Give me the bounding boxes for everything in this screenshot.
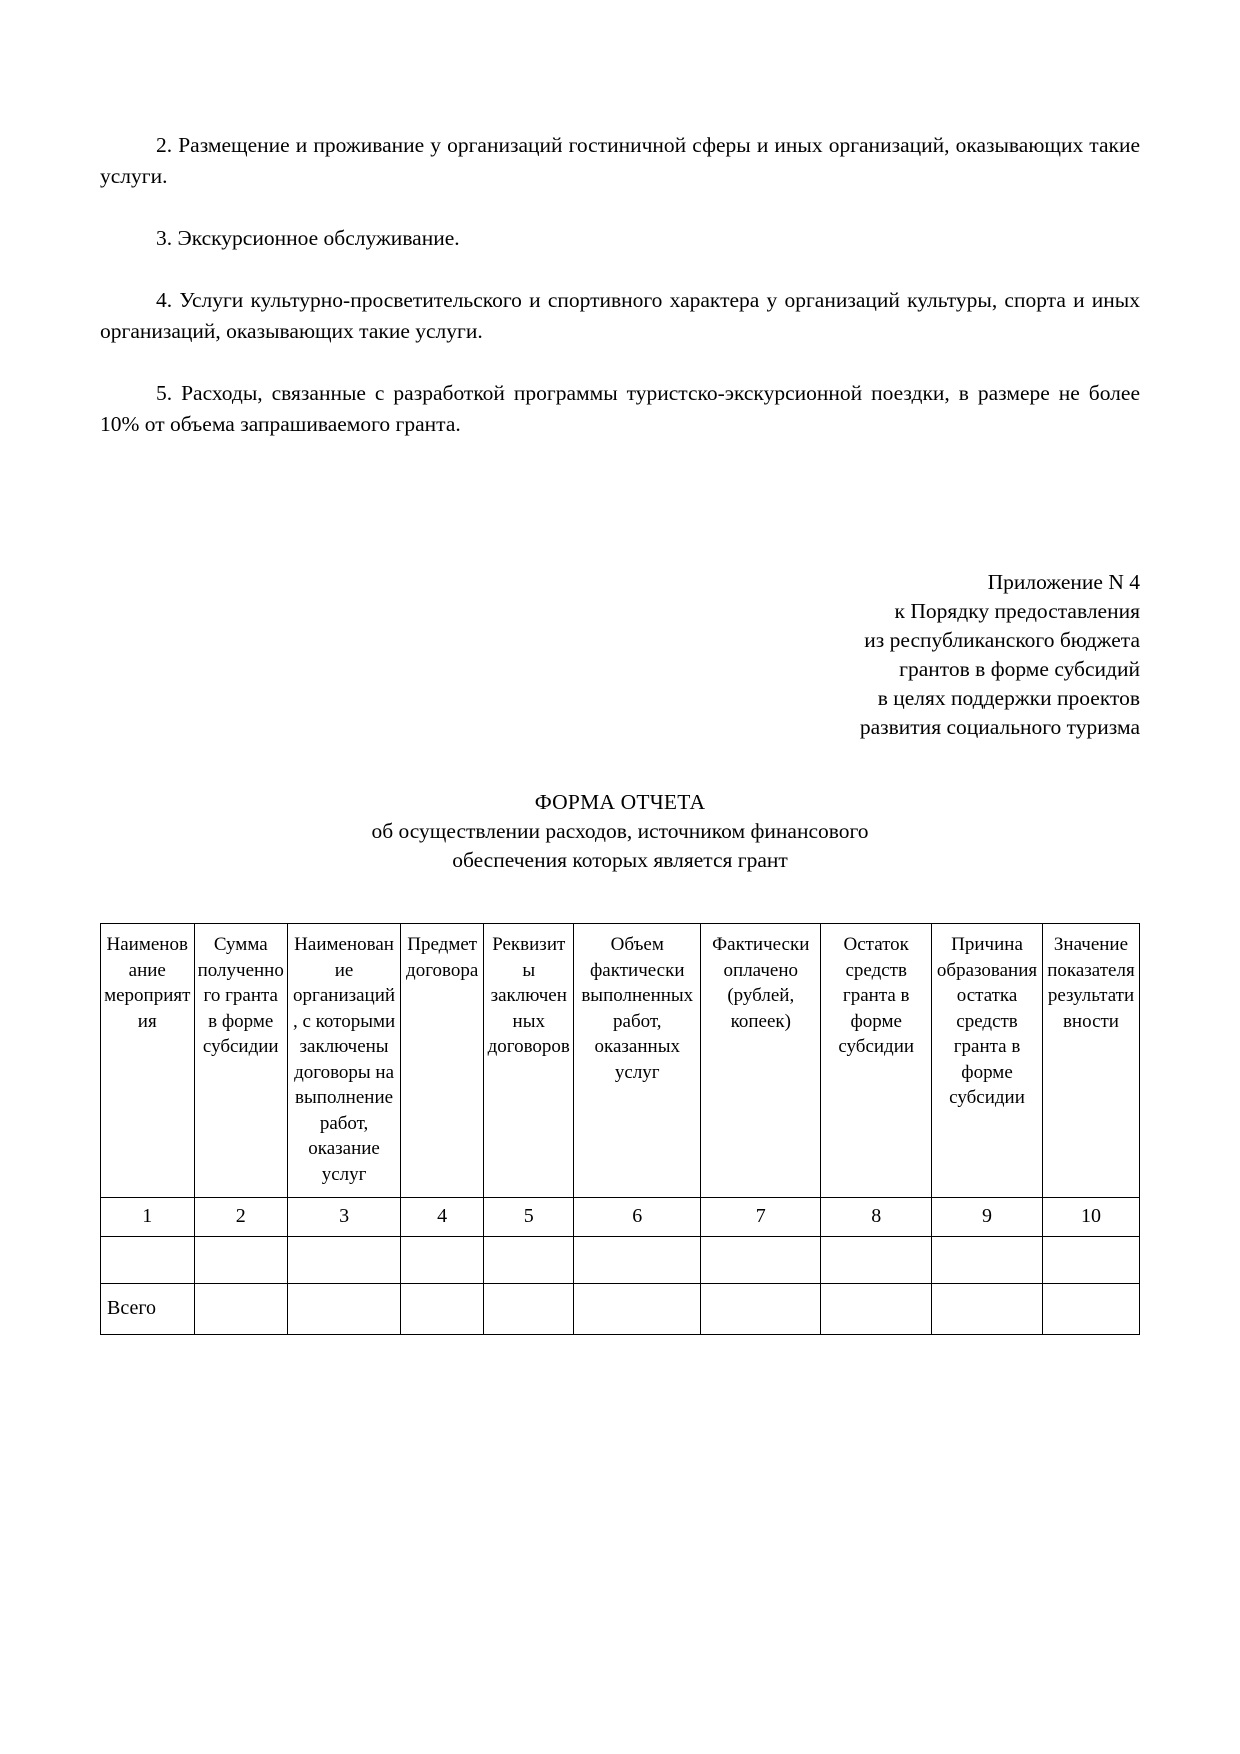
total-cell-contract-details[interactable]: [484, 1283, 574, 1334]
paragraph-3: 3. Экскурсионное обслуживание.: [156, 226, 460, 250]
paragraph-4: 4. Услуги культурно-просветительского и спортивного характера у организаций культуры, спорта и иных организаций, оказывающих такие услуги.: [100, 288, 1140, 343]
column-number-2: 2: [194, 1198, 288, 1237]
column-header-performance-value: Значение показателя результативности: [1042, 924, 1139, 1198]
appendix-line-order: к Порядку предоставления: [894, 599, 1140, 623]
column-number-5: 5: [484, 1198, 574, 1237]
data-cell-organizations[interactable]: [288, 1236, 401, 1283]
report-table: [100, 923, 1140, 1335]
data-cell-grant-amount[interactable]: [194, 1236, 288, 1283]
total-row-label: Всего: [101, 1283, 195, 1334]
column-number-8: 8: [821, 1198, 932, 1237]
appendix-line-tourism: развития социального туризма: [859, 715, 1140, 739]
total-cell-contract-subject[interactable]: [401, 1283, 484, 1334]
total-cell-remainder-reason[interactable]: [932, 1283, 1043, 1334]
data-cell-performance-value[interactable]: [1042, 1236, 1139, 1283]
column-header-event-name: Наименование мероприятия: [101, 924, 195, 1198]
paragraph-5: 5. Расходы, связанные с разработкой программы туристско-экскурсионной поездки, в размере не более 10% от объема запрашиваемого гранта.: [100, 381, 1140, 436]
appendix-line-support: в целях поддержки проектов: [877, 686, 1140, 710]
appendix-line-number: Приложение N 4: [987, 570, 1140, 594]
table-row-total: [101, 1283, 1140, 1334]
form-title-subtitle-line2: обеспечения которых является грант: [452, 848, 788, 872]
report-table-container: [100, 923, 1140, 1335]
data-cell-actually-paid[interactable]: [701, 1236, 821, 1283]
column-number-10: 10: [1042, 1198, 1139, 1237]
column-number-4: 4: [401, 1198, 484, 1237]
total-cell-organizations[interactable]: [288, 1283, 401, 1334]
column-header-remainder-reason: Причина образования остатка средств гранта в форме субсидии: [932, 924, 1043, 1198]
data-cell-work-volume[interactable]: [574, 1236, 701, 1283]
data-cell-contract-details[interactable]: [484, 1236, 574, 1283]
data-cell-remaining-funds[interactable]: [821, 1236, 932, 1283]
column-number-7: 7: [701, 1198, 821, 1237]
table-row-empty: [101, 1236, 1140, 1283]
total-cell-work-volume[interactable]: [574, 1283, 701, 1334]
column-number-9: 9: [932, 1198, 1043, 1237]
column-header-actually-paid: Фактически оплачено (рублей, копеек): [701, 924, 821, 1198]
column-header-contract-subject: Предмет договора: [401, 924, 484, 1198]
column-number-1: 1: [101, 1198, 195, 1237]
data-cell-event-name[interactable]: [101, 1236, 195, 1283]
data-cell-remainder-reason[interactable]: [932, 1236, 1043, 1283]
body-text-section: [100, 130, 1140, 440]
data-cell-contract-subject[interactable]: [401, 1236, 484, 1283]
column-header-work-volume: Объем фактически выполненных работ, оказанных услуг: [574, 924, 701, 1198]
form-title-main: ФОРМА ОТЧЕТА: [534, 790, 706, 814]
total-cell-remaining-funds[interactable]: [821, 1283, 932, 1334]
total-cell-performance-value[interactable]: [1042, 1283, 1139, 1334]
total-cell-grant-amount[interactable]: [194, 1283, 288, 1334]
column-header-contract-details: Реквизиты заключенных договоров: [484, 924, 574, 1198]
form-title-subtitle-line1: об осуществлении расходов, источником финансового: [371, 819, 869, 843]
appendix-reference-block: [100, 568, 1140, 742]
column-number-6: 6: [574, 1198, 701, 1237]
column-number-3: 3: [288, 1198, 401, 1237]
column-header-grant-amount: Сумма полученного гранта в форме субсидии: [194, 924, 288, 1198]
column-header-remaining-funds: Остаток средств гранта в форме субсидии: [821, 924, 932, 1198]
table-header-row: [101, 924, 1140, 1198]
total-cell-actually-paid[interactable]: [701, 1283, 821, 1334]
paragraph-2: 2. Размещение и проживание у организаций гостиничной сферы и иных организаций, оказывающих такие услуги.: [100, 133, 1140, 188]
table-row-numbering: [101, 1198, 1140, 1237]
appendix-line-budget: из республиканского бюджета: [864, 628, 1140, 652]
column-header-organizations: Наименование организаций, с которыми заключены договоры на выполнение работ, оказание услуг: [288, 924, 401, 1198]
appendix-line-grants: грантов в форме субсидий: [899, 657, 1140, 681]
form-title-block: [100, 788, 1140, 875]
